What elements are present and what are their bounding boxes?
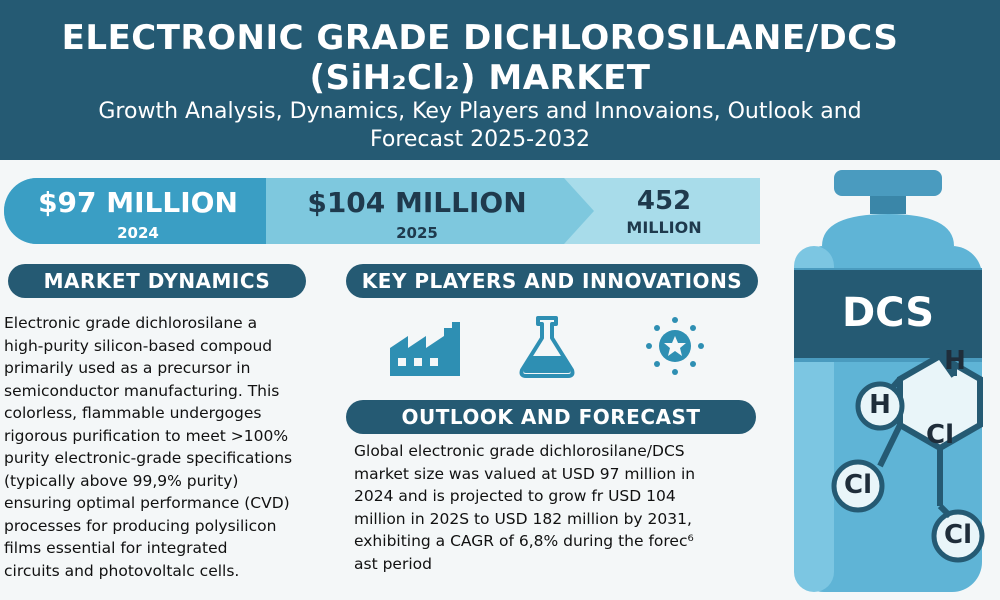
text-line: (typically above 99,9% purity) bbox=[4, 471, 239, 490]
atom-h-left: H bbox=[869, 390, 891, 420]
text-line: ensuring optimal performance (CVD) bbox=[4, 494, 290, 512]
year-2025: 2025 bbox=[396, 224, 438, 242]
text-line: Electronic grade dichlorosilane a bbox=[4, 314, 258, 332]
text-line: rigorous purification to meet >100% bbox=[4, 426, 289, 445]
text-line: semiconductor manufacturing. This bbox=[4, 381, 280, 400]
text-line: colorless, flammable undergoges bbox=[4, 404, 262, 422]
atom-h-top: H bbox=[944, 346, 966, 376]
subtitle-line2: Forecast 2025-2032 bbox=[370, 127, 590, 152]
market-dynamics-text bbox=[4, 312, 344, 582]
forecast-unit: MILLION bbox=[626, 218, 702, 237]
text-line: primarily used as a precursor in bbox=[4, 359, 251, 377]
text-line: Global electronic grade dichlorosilane/DCS bbox=[354, 442, 685, 460]
value-forecast: 452 bbox=[636, 186, 692, 216]
value-2024: $97 MILLION bbox=[38, 186, 238, 219]
value-2025: $104 MILLION bbox=[307, 186, 527, 219]
factory-icon bbox=[386, 318, 476, 378]
market-dynamics-heading: MARKET DYNAMICS bbox=[8, 264, 306, 298]
text-line: exhibiting a CAGR of 6,8% during the forec⁶ bbox=[354, 532, 694, 550]
atom-cl-center: Cl bbox=[926, 420, 954, 450]
text-line: circuits and photovoltalc cells. bbox=[4, 561, 240, 580]
atom-cl-bottom: Cl bbox=[944, 520, 972, 550]
innovation-star-icon bbox=[640, 314, 710, 378]
text-line: purity electronic-grade specifications bbox=[4, 449, 293, 467]
page-title: ELECTRONIC GRADE DICHLOROSILANE/DCS bbox=[61, 18, 899, 58]
text-line: market size was valued at USD 97 million in bbox=[354, 464, 696, 483]
text-line: ast period bbox=[354, 554, 432, 573]
text-line: 2024 and is projected to grow fr USD 104 bbox=[354, 487, 676, 505]
flask-icon bbox=[514, 314, 580, 378]
text-line: million in 202S to USD 182 million by 2031, bbox=[354, 509, 692, 528]
cylinder-label: DCS bbox=[841, 290, 935, 336]
page-subtitle bbox=[40, 98, 920, 154]
text-line: films essential for integrated bbox=[4, 539, 228, 557]
outlook-heading: OUTLOOK AND FORECAST bbox=[346, 400, 756, 434]
header-banner bbox=[0, 0, 1000, 160]
subtitle-line1: Growth Analysis, Dynamics, Key Players and Innovaions, Outlook and bbox=[98, 99, 862, 124]
page-title-line2: (SiH₂Cl₂) MARKET bbox=[309, 58, 651, 98]
market-value-banner bbox=[4, 178, 760, 244]
atom-cl-left: Cl bbox=[844, 470, 872, 500]
year-2024: 2024 bbox=[117, 224, 159, 242]
text-line: processes for producing polysilicon bbox=[4, 516, 277, 535]
text-line: high-purity silicon-based compoud bbox=[4, 336, 273, 355]
key-players-heading: KEY PLAYERS AND INNOVATIONS bbox=[346, 264, 758, 298]
outlook-text bbox=[354, 440, 774, 575]
